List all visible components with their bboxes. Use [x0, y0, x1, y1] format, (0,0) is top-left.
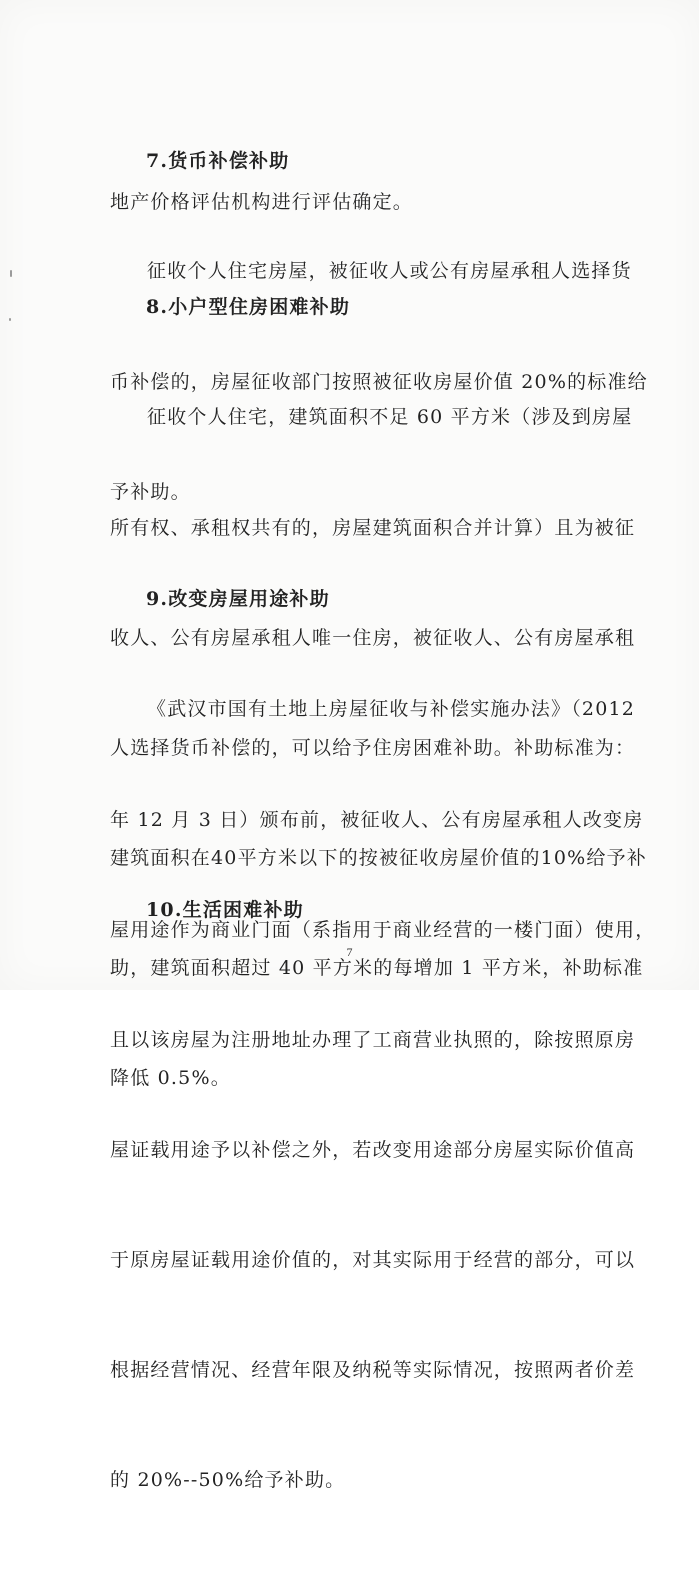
- text-line: 的 20%--50%给予补助。: [110, 1469, 346, 1492]
- text-line: 收人、公有房屋承租人唯一住房，被征收人、公有房屋承租: [110, 626, 636, 649]
- text-line: 屋证载用途予以补偿之外，若改变用途部分房屋实际价值高: [110, 1138, 636, 1161]
- text-line: 币补偿的，房屋征收部门按照被征收房屋价值 20%的标准给: [110, 370, 648, 393]
- text-line: 征收个人住宅，建筑面积不足 60 平方米（涉及到房屋: [147, 406, 633, 429]
- text-line: 人选择货币补偿的，可以给予住房困难补助。补助标准为：: [110, 736, 636, 759]
- paragraph-use-change-subsidy: [110, 618, 655, 1572]
- text-line: 建筑面积在40平方米以下的按被征收房屋价值的10%给予补: [110, 846, 648, 869]
- text-line: 于原房屋证载用途价值的，对其实际用于经营的部分，可以: [110, 1248, 636, 1271]
- text-line: 屋用途作为商业门面（系指用于商业经营的一楼门面）使用，: [110, 918, 656, 941]
- text-line: 《武汉市国有土地上房屋征收与补偿实施办法》（2012: [147, 698, 636, 721]
- text-line: 年 12 月 3 日）颁布前，被征收人、公有房屋承租人改变房: [110, 808, 644, 831]
- scan-speck: [9, 318, 11, 321]
- text-line: 助，建筑面积超过 40 平方米的每增加 1 平方米，补助标准: [110, 956, 644, 979]
- scan-speck: [10, 270, 12, 277]
- section-heading-10: 10.生活困难补助: [146, 899, 304, 921]
- section-heading-8: 8.小户型住房困难补助: [146, 296, 351, 318]
- section-heading-9: 9.改变房屋用途补助: [146, 588, 330, 610]
- text-line: 降低 0.5%。: [110, 1067, 231, 1090]
- text-line: 征收个人住宅房屋，被征收人或公有房屋承租人选择货: [147, 260, 632, 283]
- section-heading-7: 7.货币补偿补助: [146, 150, 290, 172]
- text-line: 所有权、承租权共有的，房屋建筑面积合并计算）且为被征: [110, 516, 636, 539]
- page-number: 7: [346, 945, 353, 959]
- text-line: 地产价格评估机构进行评估确定。: [110, 191, 414, 214]
- text-line: 且以该房屋为注册地址办理了工商营业执照的，除按照原房: [110, 1028, 636, 1051]
- text-line: 根据经营情况、经营年限及纳税等实际情况，按照两者价差: [110, 1359, 636, 1382]
- text-line: 予补助。: [110, 480, 191, 503]
